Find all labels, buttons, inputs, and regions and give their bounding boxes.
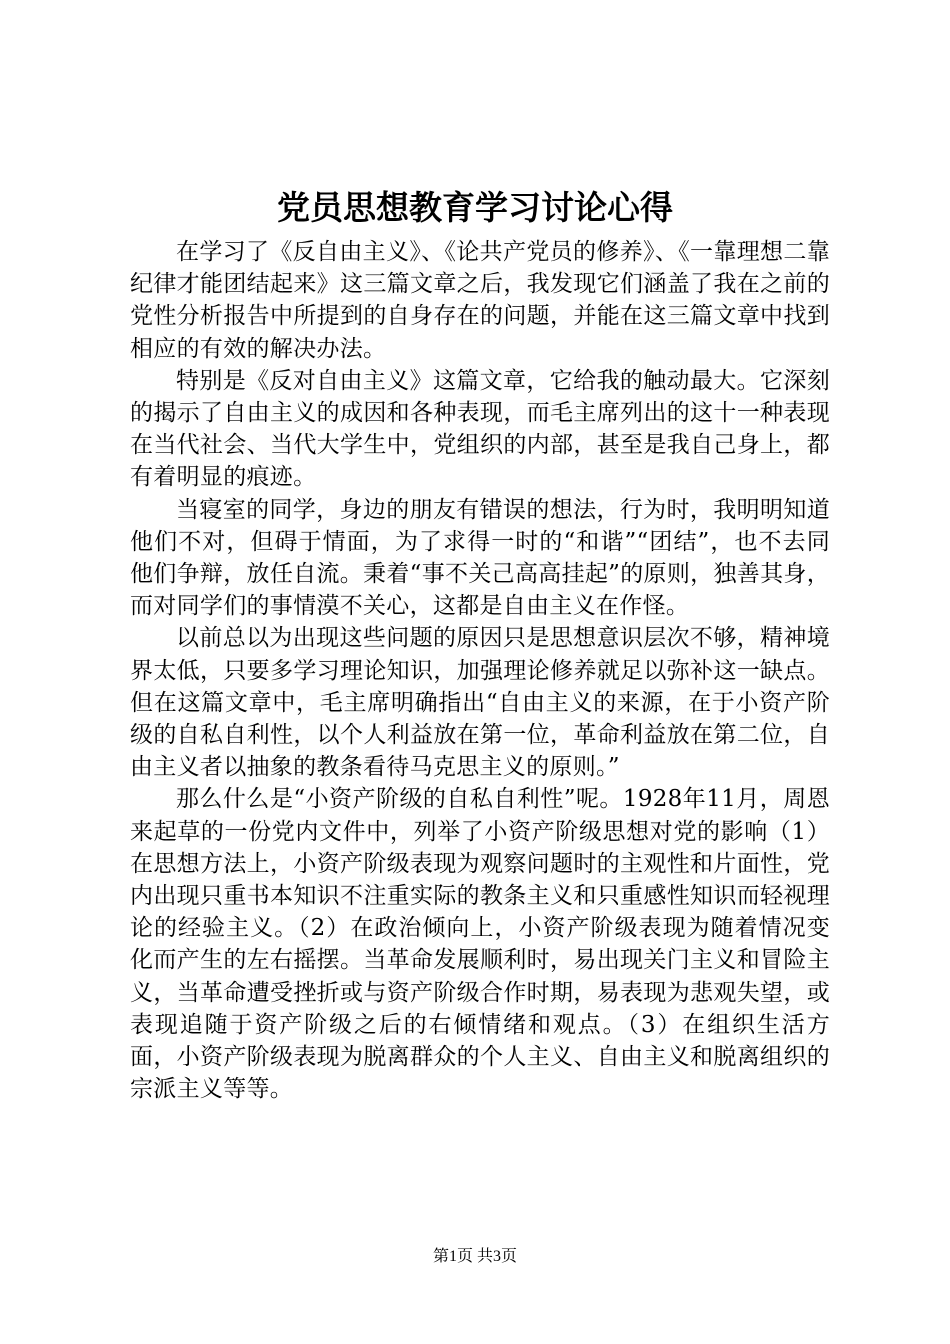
- document-body: [130, 236, 830, 1105]
- document-title: 党员思想教育学习讨论心得: [277, 188, 673, 227]
- paragraph-5: 那么什么是“小资产阶级的自私自利性”呢。1928年11月，周恩来起草的一份党内文件中，列举了小资产阶级思想对党的影响（1）在思想方法上，小资产阶级表现为观察问题时的主观性和片面性，党内出现只重书本知识不注重实际的教条主义和只重感性知识而轻视理论的经验主义。（2）在政治倾向上，小资产阶级表现为随着情况变化而产生的左右摇摆。当革命发展顺利时，易出现关门主义和冒险主义，当革命遭受挫折或与资产阶级合作时期，易表现为悲观失望，或表现追随于资产阶级之后的右倾情绪和观点。（3）在组织生活方面，小资产阶级表现为脱离群众的个人主义、自由主义和脱离组织的宗派主义等等。: [130, 786, 830, 1103]
- paragraph-4: 以前总以为出现这些问题的原因只是思想意识层次不够，精神境界太低，只要多学习理论知识，加强理论修养就足以弥补这一缺点。但在这篇文章中，毛主席明确指出“自由主义的来源，在于小资产阶级的自私自利性，以个人利益放在第一位，革命利益放在第二位，自由主义者以抽象的教条看待马克思主义的原则。”: [130, 625, 830, 781]
- paragraph-3: 当寝室的同学，身边的朋友有错误的想法，行为时，我明明知道他们不对，但碍于情面，为了求得一时的“和谐”“团结”，也不去同他们争辩，放任自流。秉着“事不关己高高挂起”的原则，独善其身，而对同学们的事情漠不关心，这都是自由主义在作怪。: [130, 496, 830, 620]
- paragraph-1: 在学习了《反自由主义》、《论共产党员的修养》、《一靠理想二靠纪律才能团结起来》这三篇文章之后，我发现它们涵盖了我在之前的党性分析报告中所提到的自身存在的问题，并能在这三篇文章中找到相应的有效的解决办法。: [130, 239, 830, 362]
- paragraph-2: 特别是《反对自由主义》这篇文章，它给我的触动最大。它深刻的揭示了自由主义的成因和各种表现，而毛主席列出的这十一种表现在当代社会、当代大学生中，党组织的内部，甚至是我自己身上，都有着明显的痕迹。: [130, 367, 830, 491]
- page-number-footer: 第1页 共3页: [432, 1248, 517, 1265]
